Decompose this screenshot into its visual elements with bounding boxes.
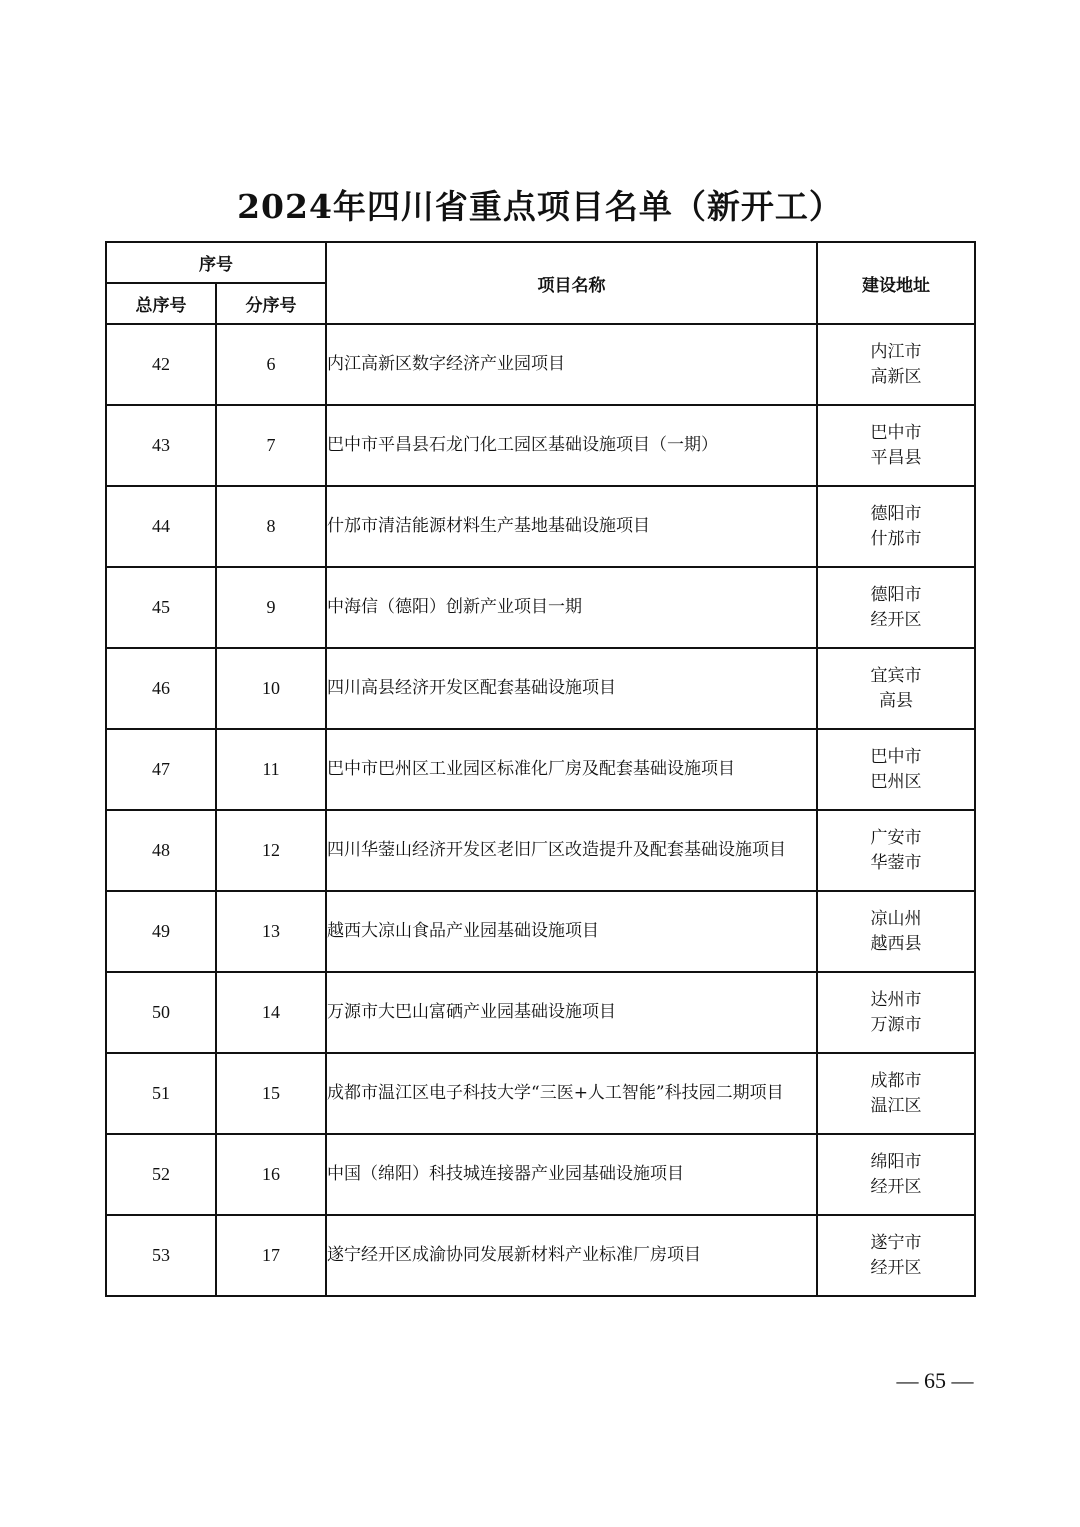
project-name-cell: 内江高新区数字经济产业园项目 bbox=[326, 324, 817, 405]
project-name-cell: 万源市大巴山富硒产业园基础设施项目 bbox=[326, 972, 817, 1053]
header-seq-group: 序号 bbox=[106, 242, 326, 283]
sub-seq-cell: 10 bbox=[216, 648, 326, 729]
location-city: 巴中市 bbox=[870, 422, 922, 443]
header-total-seq: 总序号 bbox=[106, 283, 216, 324]
header-project-name: 项目名称 bbox=[326, 242, 817, 324]
location-district: 高新区 bbox=[870, 366, 922, 387]
table-row bbox=[106, 810, 975, 891]
project-name-cell: 越西大凉山食品产业园基础设施项目 bbox=[326, 891, 817, 972]
header-location: 建设地址 bbox=[817, 242, 975, 324]
location-district: 万源市 bbox=[870, 1014, 922, 1035]
sub-seq-cell: 6 bbox=[216, 324, 326, 405]
sub-seq-cell: 7 bbox=[216, 405, 326, 486]
location-city: 巴中市 bbox=[870, 746, 922, 767]
table-row bbox=[106, 324, 975, 405]
sub-seq-cell: 8 bbox=[216, 486, 326, 567]
sub-seq-cell: 17 bbox=[216, 1215, 326, 1296]
location-city: 凉山州 bbox=[870, 908, 922, 929]
page-title: 2024年四川省重点项目名单（新开工） bbox=[237, 187, 843, 226]
location-city: 达州市 bbox=[870, 989, 922, 1010]
location-cell bbox=[817, 810, 975, 891]
location-cell bbox=[817, 1053, 975, 1134]
location-city: 遂宁市 bbox=[870, 1232, 922, 1253]
project-name-cell: 中海信（德阳）创新产业项目一期 bbox=[326, 567, 817, 648]
location-district: 什邡市 bbox=[870, 528, 922, 549]
total-seq-cell: 53 bbox=[106, 1215, 216, 1296]
location-city: 内江市 bbox=[870, 341, 922, 362]
location-cell bbox=[817, 486, 975, 567]
sub-seq-cell: 12 bbox=[216, 810, 326, 891]
total-seq-cell: 46 bbox=[106, 648, 216, 729]
total-seq-cell: 50 bbox=[106, 972, 216, 1053]
location-city: 绵阳市 bbox=[870, 1151, 922, 1172]
location-cell bbox=[817, 324, 975, 405]
location-district: 高县 bbox=[879, 690, 913, 711]
table-row bbox=[106, 405, 975, 486]
total-seq-cell: 51 bbox=[106, 1053, 216, 1134]
table-row bbox=[106, 567, 975, 648]
project-name-cell: 中国（绵阳）科技城连接器产业园基础设施项目 bbox=[326, 1134, 817, 1215]
table-row bbox=[106, 891, 975, 972]
location-cell bbox=[817, 1215, 975, 1296]
location-city: 德阳市 bbox=[870, 503, 922, 524]
location-cell bbox=[817, 567, 975, 648]
location-cell bbox=[817, 972, 975, 1053]
sub-seq-cell: 14 bbox=[216, 972, 326, 1053]
project-name-cell: 四川高县经济开发区配套基础设施项目 bbox=[326, 648, 817, 729]
total-seq-cell: 45 bbox=[106, 567, 216, 648]
total-seq-cell: 49 bbox=[106, 891, 216, 972]
location-district: 温江区 bbox=[870, 1095, 922, 1116]
location-city: 成都市 bbox=[870, 1070, 922, 1091]
location-district: 经开区 bbox=[870, 1257, 922, 1278]
location-city: 广安市 bbox=[870, 827, 922, 848]
project-name-cell: 遂宁经开区成渝协同发展新材料产业标准厂房项目 bbox=[326, 1215, 817, 1296]
location-city: 宜宾市 bbox=[870, 665, 922, 686]
location-district: 经开区 bbox=[870, 609, 922, 630]
table-row bbox=[106, 648, 975, 729]
total-seq-cell: 47 bbox=[106, 729, 216, 810]
sub-seq-cell: 15 bbox=[216, 1053, 326, 1134]
location-cell bbox=[817, 729, 975, 810]
project-name-cell: 巴中市巴州区工业园区标准化厂房及配套基础设施项目 bbox=[326, 729, 817, 810]
location-district: 巴州区 bbox=[870, 771, 922, 792]
location-cell bbox=[817, 405, 975, 486]
location-district: 华蓥市 bbox=[870, 852, 922, 873]
header-sub-seq: 分序号 bbox=[216, 283, 326, 324]
total-seq-cell: 43 bbox=[106, 405, 216, 486]
sub-seq-cell: 13 bbox=[216, 891, 326, 972]
total-seq-cell: 52 bbox=[106, 1134, 216, 1215]
location-cell bbox=[817, 1134, 975, 1215]
project-name-cell: 巴中市平昌县石龙门化工园区基础设施项目（一期） bbox=[326, 405, 817, 486]
table-row bbox=[106, 972, 975, 1053]
page-number: — 65 — bbox=[896, 1368, 974, 1393]
total-seq-cell: 42 bbox=[106, 324, 216, 405]
table-row bbox=[106, 486, 975, 567]
sub-seq-cell: 16 bbox=[216, 1134, 326, 1215]
table-row bbox=[106, 1053, 975, 1134]
location-city: 德阳市 bbox=[870, 584, 922, 605]
project-name-cell: 成都市温江区电子科技大学“三医+人工智能”科技园二期项目 bbox=[326, 1053, 817, 1134]
sub-seq-cell: 9 bbox=[216, 567, 326, 648]
sub-seq-cell: 11 bbox=[216, 729, 326, 810]
project-name-cell: 什邡市清洁能源材料生产基地基础设施项目 bbox=[326, 486, 817, 567]
location-cell bbox=[817, 648, 975, 729]
location-district: 平昌县 bbox=[870, 447, 922, 468]
total-seq-cell: 44 bbox=[106, 486, 216, 567]
project-name-cell: 四川华蓥山经济开发区老旧厂区改造提升及配套基础设施项目 bbox=[326, 810, 817, 891]
location-district: 经开区 bbox=[870, 1176, 922, 1197]
table-row bbox=[106, 1215, 975, 1296]
table-row bbox=[106, 1134, 975, 1215]
location-cell bbox=[817, 891, 975, 972]
total-seq-cell: 48 bbox=[106, 810, 216, 891]
location-district: 越西县 bbox=[870, 933, 922, 954]
projects-table bbox=[105, 241, 976, 1297]
table-row bbox=[106, 729, 975, 810]
